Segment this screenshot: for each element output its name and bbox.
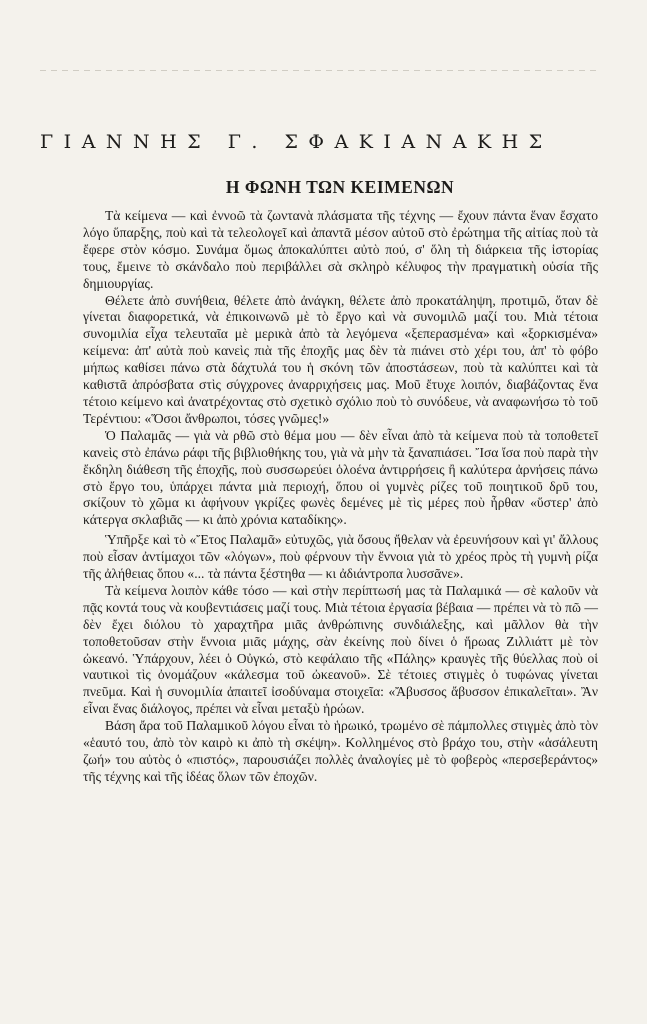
essay-body	[83, 208, 598, 786]
essay-title: Η ΦΩΝΗ ΤΩΝ ΚΕΙΜΕΝΩΝ	[225, 177, 455, 197]
paragraph: Ὁ Παλαμᾶς — γιὰ νὰ ρθῶ στὸ θέμα μου — δὲν εἶναι ἀπὸ τὰ κείμενα ποὺ τὰ τοποθετεῖ κανεὶς στὸ ἐπάνω ράφι τῆς βιβλιοθήκης του, γιὰ νὰ μὴν τὰ ξαναπιάσει. Ἴσα ἴσα ποὺ παρὰ τὴν ἔκδηλη διάθεση τῆς ἐποχῆς, ποὺ συσσωρεύει ὁλοένα ἀντιρρήσεις ἢ καλύτερα ἀρνήσεις πάνω στὸ ἔργο του, ὑπάρχει πάντα μιὰ περιοχή, ὅπου οἱ γυμνὲς ρίζες τοῦ ποιητικοῦ δρῦ του, σκίζουν τὸ χῶμα κι ἀφήνουν γκρίζες φωνὲς δεμένες μὲ τὶς μέρες ποὺ ἦρθαν «ὕστερ' ἀπὸ κάτεργα σκλαβιᾶς — κι ἀπὸ χρόνια καταδίκης».	[83, 427, 598, 528]
author-name: ΓΙΑΝΝΗΣ Γ. ΣΦΑΚΙΑΝΑΚΗΣ	[40, 131, 553, 153]
paragraph: Τὰ κείμενα λοιπὸν κάθε τόσο — καὶ στὴν περίπτωσή μας τὰ Παλαμικά — σὲ καλοῦν νὰ πᾷς κοντά τους νὰ κουβεντιάσεις μαζί τους. Μιὰ τέτοια ἐργασία βέβαια — πρέπει νὰ τὸ πῶ — δὲν ἔχει διόλου τὸ χαραχτῆρα μιᾶς ἀνθρώπινης συνδιάλεξης, καὶ μᾶλλον θὰ τὴν τοποθετοῦσαν στὴν ἔννοια μιᾶς μάχης, σὰν ἐκείνης ποὺ δίνει ὁ ἥρωας Ζιλλιάττ μὲ τὸν ὠκεανό. Ὑπάρχουν, λέει ὁ Οὐγκώ, στὸ κεφάλαιο τῆς «Πάλης» κραυγὲς τῆς θύελλας ποὺ οἱ ναυτικοὶ τὶς ὀνομάζουν «κάλεσμα τοῦ ὠκεανοῦ». Σὲ τέτοιες στιγμὲς ὁ τυφώνας γίνεται πνεῦμα. Καὶ ἡ συνομιλία ἀπαιτεῖ ἰσοδύναμα στοιχεῖα: «Ἄβυσσος ἄβυσσον ἐπικαλεῖται». Ἂν εἶναι ἕνας διάλογος, πρέπει νὰ εἶναι μεταξὺ ἡρώων.	[83, 582, 598, 717]
paragraph: Τὰ κείμενα — καὶ ἐννοῶ τὰ ζωντανὰ πλάσματα τῆς τέχνης — ἔχουν πάντα ἕναν ἔσχατο λόγο ὕπαρξης, ποὺ καὶ τὰ τελεολογεῖ καὶ ἀπαντᾶ μέσον αὐτοῦ στὸ ἐρώτημα τῆς αἰτίας ποὺ τὰ ἔφερε στὸν κόσμο. Συνάμα ὅμως ἀποκαλύπτει αὐτὸ πού, σ' ὅλη τὴ διάρκεια τῆς ἱστορίας τους, ἔμεινε τὸ σκάνδαλο ποὺ περιβάλλει σὰ σκληρὸ κέλυφος τὴν πραγματικὴ οὐσία τῆς δημιουργίας.	[83, 208, 598, 291]
paragraph: Βάση ἄρα τοῦ Παλαμικοῦ λόγου εἶναι τὸ ἡρωικό, τρωμένο σὲ πάμπολλες στιγμὲς ἀπὸ τὸν «ἑαυτό του, ἀπὸ τὸν καιρὸ κι ἀπὸ τὴ σκέψη». Κολλημένος στὸ βράχο του, στὴν «ἀσάλευτη ζωή» του αὐτὸς ὁ «πιστός», παρουσιάζει πολλὲς ἀναλογίες μὲ τὸ φοβερὸς «περσεβεράντος» τῆς τέχνης καὶ τῆς ἰδέας ὅλων τῶν ἐποχῶν.	[83, 718, 598, 784]
paragraph: Θέλετε ἀπὸ συνήθεια, θέλετε ἀπὸ ἀνάγκη, θέλετε ἀπὸ προκατάληψη, προτιμῶ, ὅταν δὲ γίνεται διαφορετικά, νὰ ἐπικοινωνῶ μὲ τὸ ἔργο καὶ νὰ συνομιλῶ μαζί του. Μιὰ τέτοια συνομιλία εἶχα τελευταῖα μὲ μερικὰ ἀπὸ τὰ λεγόμενα «ξεπερασμένα» καὶ «ξορκισμένα» κείμενα: ἀπ' αὐτὰ ποὺ κανεὶς πιὰ τῆς ἐποχῆς μας δὲν τὰ πιάνει στὸ χέρι του, ἀπ' τὸ φόβο μήπως καθίσει πάνω στὰ δάχτυλά του ἡ σκόνη τῶν ἀποστάσεων, ποὺ τὰ καλύπτει καὶ τὰ καθιστᾶ ἀπρόσβατα στὶς σύγχρονες ἀναρριχήσεις μας. Μοῦ ἔτυχε λοιπόν, διαβάζοντας ἕνα τέτοιο κείμενο καὶ ἀνατρέχοντας στὸ σχετικὸ σχόλιο ποὺ τὸ συνόδευε, νὰ αναφωνήσω τὸ τοῦ Τερέντιου: «Ὅσοι ἄνθρωποι, τόσες γνῶμες!»	[83, 292, 598, 426]
paragraph: Ὑπῆρξε καὶ τὸ «Ἔτος Παλαμᾶ» εὐτυχῶς, γιὰ ὅσους ἤθελαν νὰ ἐρευνήσουν καὶ γι' ἄλλους ποὺ εἶσαν ἀντίμαχοι τῶν «λόγων», ποὺ φέρνουν τὴν ἔννοια γιὰ τὸ χρέος πρὸς τὴ γυμνὴ ρίζα τῆς ἀλήθειας ὅπου «... τὰ πάντα ξέστηθα — κι ἀδιάντροπα λυσσᾶνε».	[83, 532, 598, 582]
scan-artifact-line	[40, 70, 600, 71]
